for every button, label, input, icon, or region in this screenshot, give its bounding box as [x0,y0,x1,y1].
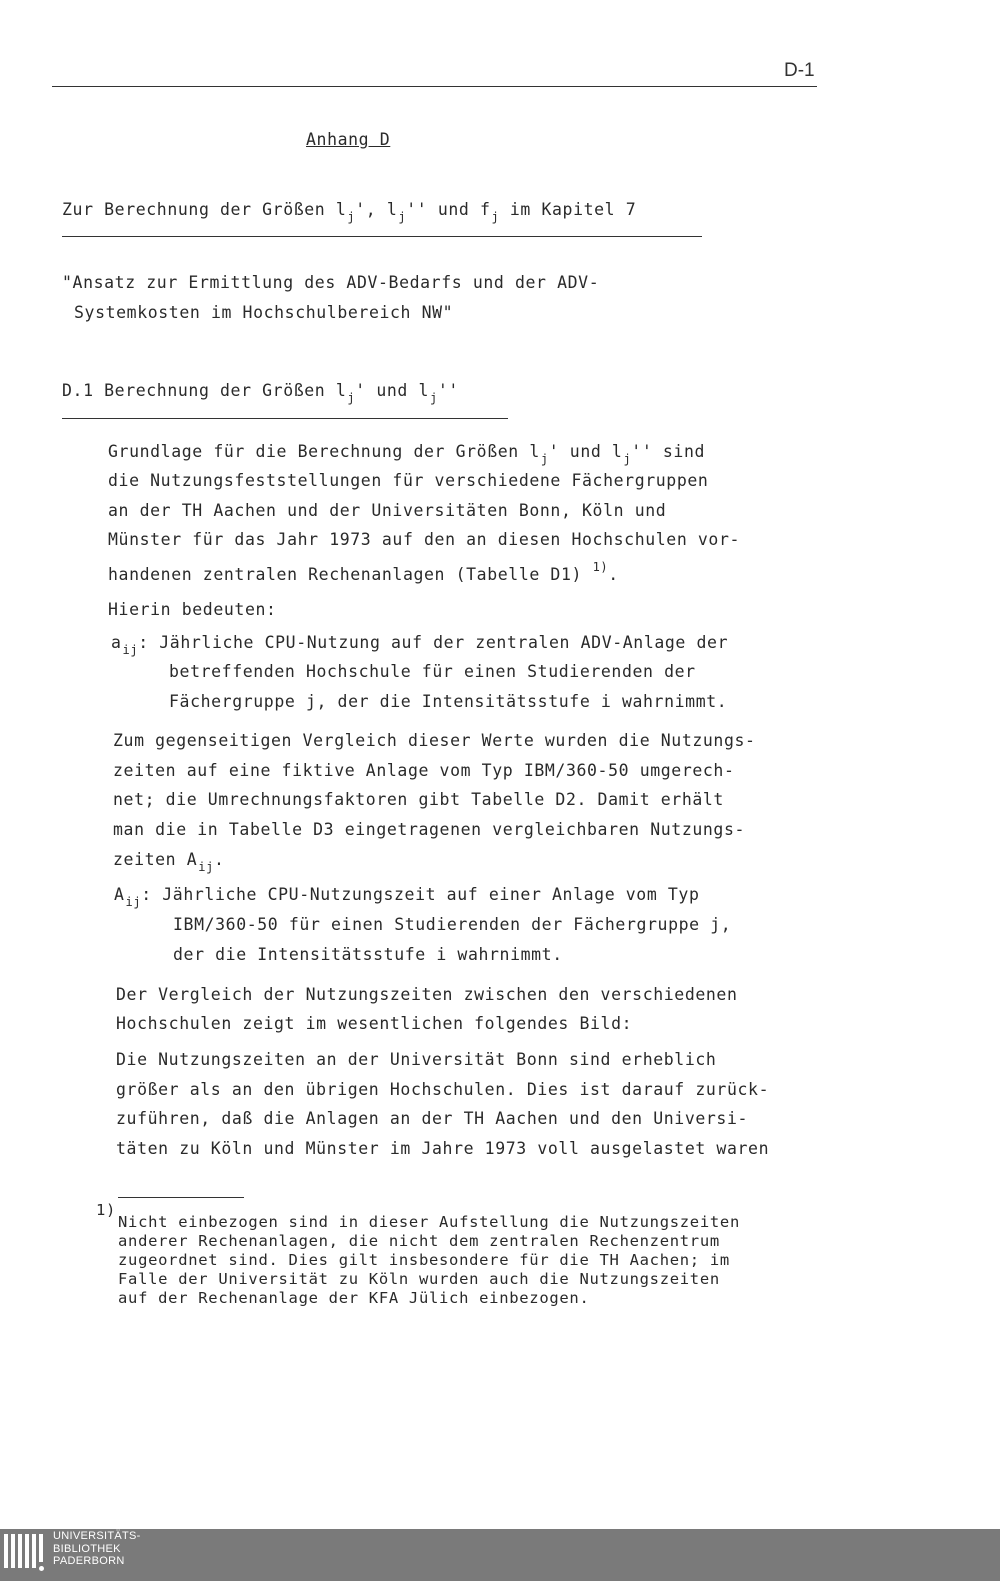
definition-A-line-3: der die Intensitätsstufe i wahrnimmt. [173,945,563,964]
section-rule [62,418,508,419]
heading-rule [62,236,702,237]
page-number: D-1 [784,60,815,81]
library-logo-icon [4,1534,44,1576]
definition-A-line-2: IBM/360-50 für einen Studierenden der Fächergruppe j, [173,915,732,934]
paragraph-bonn: Die Nutzungszeiten an der Universität Bonn sind erheblich größer als an den übrigen Hochschulen. Dies ist darauf zurück- zuführen, daß die Anlagen an der TH Aachen und den Universi- täten zu Köln und Münster im Jahre 1973 voll ausgelastet waren [116,1050,770,1158]
heading: Zur Berechnung der Größen $l_j'$, $l_j''$ und $f_j$ im Kapitel 7 [62,200,637,224]
library-name: UNIVERSITÄTS- BIBLIOTHEK PADERBORN [53,1530,141,1567]
definition-a-line-3: Fächergruppe j, der die Intensitätsstufe i wahrnimmt. [169,692,728,711]
paragraph-vergleich: Zum gegenseitigen Vergleich dieser Werte wurden die Nutzungs- zeiten auf eine fiktive Anlage vom Typ IBM/360-50 umgerech- net; die Umrechnungsfaktoren gibt Tabelle D2. Damit erhält man die in Tabelle D3 eingetragenen vergleichbaren Nutzungs- zeiten $A_{ij}$. [113,731,756,874]
definition-A-symbol: $A_{ij}$: Jährliche CPU-Nutzungszeit auf einer Anlage vom Typ [114,885,700,909]
appendix-title: Anhang D [306,130,391,149]
paragraph-bild-line-2: Hochschulen zeigt im wesentlichen folgendes Bild: [116,1014,633,1033]
definition-a-symbol: $a_{ij}$: Jährliche CPU-Nutzung auf der zentralen ADV-Anlage der [111,633,729,657]
paragraph-grundlage: Grundlage für die Berechnung der Größen $l_j'$ und $l_j''$ sind die Nutzungsfeststellungen für verschiedene Fächergruppen an der TH Aachen und der Universitäten Bonn, Köln und Münster für das Jahr 1973 auf den an diesen Hochschulen vor- handenen zentralen Rechenanlagen (Tabelle D1) $^{1)}$. [108,442,741,584]
hierin-label: Hierin bedeuten: [108,600,277,619]
quote-title-line-1: "Ansatz zur Ermittlung des ADV-Bedarfs und der ADV- [62,273,600,292]
footnote-ref: 1) [592,560,609,574]
footnote-rule [118,1197,244,1198]
footnote-marker: 1) [96,1201,117,1219]
header-rule [52,86,817,87]
quote-title-line-2: Systemkosten im Hochschulbereich NW" [74,303,454,322]
paragraph-bild-line-1: Der Vergleich der Nutzungszeiten zwischen den verschiedenen [116,985,738,1004]
footnote-text: Nicht einbezogen sind in dieser Aufstellung die Nutzungszeiten anderer Rechenanlagen, die nicht dem zentralen Rechenzentrum zugeordnet sind. Dies gilt insbesondere für die TH Aachen; im Falle der Universität zu Köln wurden auch die Nutzungszeiten auf der Rechenanlage der KFA Jülich einbezogen. [118,1213,740,1307]
library-footer-bar [0,1529,1000,1581]
section-heading: D.1 Berechnung der Größen $l_j'$ und $l_j''$ [62,381,459,405]
definition-a-line-2: betreffenden Hochschule für einen Studierenden der [169,662,696,681]
